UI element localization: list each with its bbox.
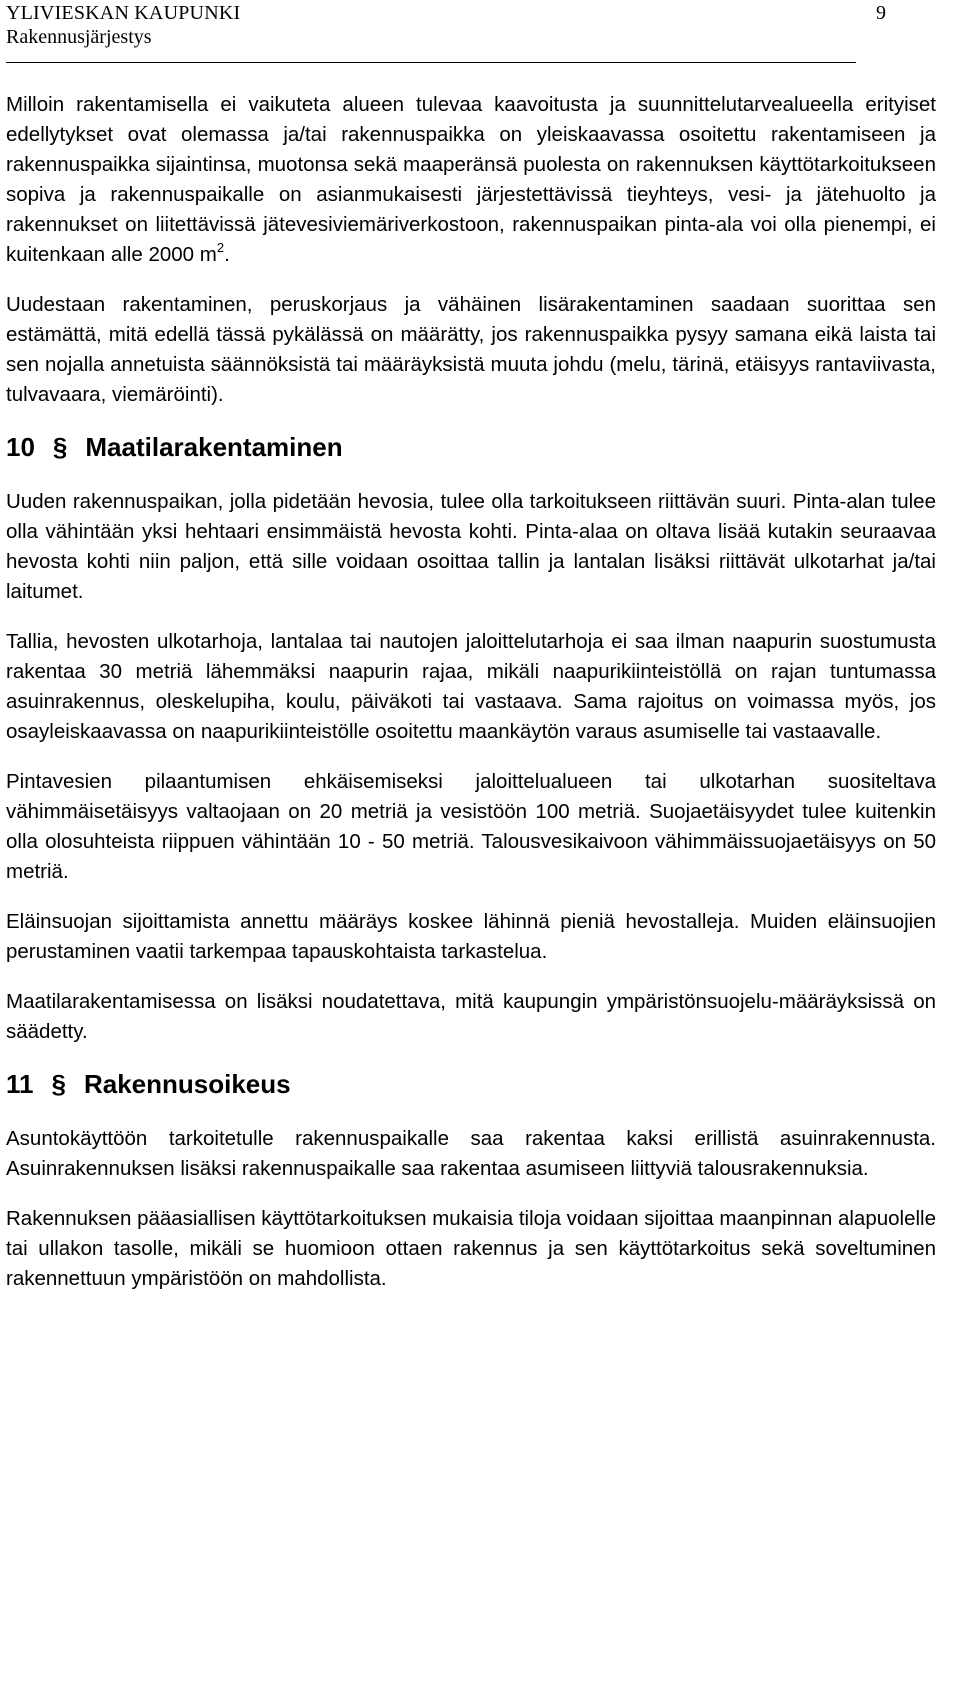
section-number: 10: [6, 432, 35, 462]
document-title: Rakennusjärjestys: [6, 26, 152, 48]
section-heading-11: [6, 1067, 936, 1101]
superscript-2: 2: [216, 240, 225, 255]
page-number: 9: [876, 2, 886, 24]
paragraph-8: Asuntokäyttöön tarkoitetulle rakennuspaikalle saa rakentaa kaksi erillistä asuinrakennusta. Asuinrakennuksen lisäksi rakennuspaikalle saa rakentaa asumiseen liittyviä talousrakennuksia.: [6, 1127, 936, 1180]
document-body: [6, 90, 936, 1314]
paragraph-7: Maatilarakentamisessa on lisäksi noudatettava, mitä kaupungin ympäristönsuojelu-määräyksissä on säädetty.: [6, 990, 936, 1043]
paragraph-5: Pintavesien pilaantumisen ehkäisemiseksi jaloittelualueen tai ulkotarhan suositeltava vähimmäisetäisyys valtaojaan on 20 metriä ja vesistöön 100 metriä. Suojaetäisyydet tulee kuitenkin olla olosuhteista riippuen vähintään 10 - 50 metriä. Talousvesikaivoon vähimmäissuojaetäisyys on 50 metriä.: [6, 770, 936, 883]
paragraph-1-end: .: [224, 243, 230, 266]
section-title: Rakennusoikeus: [83, 1069, 291, 1099]
paragraph-1-text: Milloin rakentamisella ei vaikuteta alueen tulevaa kaavoitusta ja suunnittelutarvealueella erityiset edellytykset ovat olemassa ja/tai rakennuspaikka on yleiskaavassa osoitettu rakentamiseen ja rakennuspaikka sijaintinsa, muotonsa sekä maaperänsä puolesta on rakennuksen käyttötarkoitukseen sopiva ja rakennuspaikalle on asianmukaisesti järjestettävissä tieyhteys, vesi- ja jätehuolto ja rakennukset on liitettävissä jätevesiviemäriverkostoon, rakennuspaikan pinta-ala voi olla pienempi, ei kuitenkaan alle 2000 m: [6, 93, 936, 266]
header-rule: [6, 62, 856, 63]
page-header: [6, 0, 952, 62]
paragraph-1: [6, 90, 936, 270]
organization-name: YLIVIESKAN KAUPUNKI: [6, 2, 241, 24]
paragraph-4: Tallia, hevosten ulkotarhoja, lantalaa tai nautojen jaloittelutarhoja ei saa ilman naapurin suostumusta rakentaa 30 metriä lähemmäksi naapurin rajaa, mikäli naapurikiinteistöllä on rajan tuntumassa asuinrakennus, oleskelupiha, koulu, päiväkoti tai vastaava. Sama rajoitus on voimassa myös, jos osayleiskaavassa on naapurikiinteistölle osoitettu maankäytön varaus asumiselle tai vastaavalle.: [6, 630, 936, 743]
section-symbol: §: [52, 432, 68, 462]
paragraph-3: Uuden rakennuspaikan, jolla pidetään hevosia, tulee olla tarkoitukseen riittävän suuri. Pinta-alan tulee olla vähintään yksi hehtaari ensimmäistä hevosta kohti. Pinta-alaa on oltava lisää kutakin seuraavaa hevosta kohti niin paljon, että sille voidaan osoittaa tallin ja lantalan lisäksi riittävät ulkotarhat ja/tai laitumet.: [6, 490, 936, 603]
section-symbol: §: [51, 1069, 66, 1099]
paragraph-2: Uudestaan rakentaminen, peruskorjaus ja vähäinen lisärakentaminen saadaan suorittaa sen estämättä, mitä edellä tässä pykälässä on määrätty, jos rakennuspaikka pysyy samana eikä laista tai sen nojalla annetuista säännöksistä tai määräyksistä muuta johdu (melu, tärinä, etäisyys rantaviivasta, tulvavaara, viemäröinti).: [6, 293, 936, 406]
section-title: Maatilarakentaminen: [85, 432, 343, 462]
paragraph-6: Eläinsuojan sijoittamista annettu määräys koskee lähinnä pieniä hevostalleja. Muiden eläinsuojien perustaminen vaatii tarkempaa tapauskohtaista tarkastelua.: [6, 910, 936, 963]
paragraph-9: Rakennuksen pääasiallisen käyttötarkoituksen mukaisia tiloja voidaan sijoittaa maanpinnan alapuolelle tai ullakon tasolle, mikäli se huomioon ottaen rakennus ja sen käyttötarkoitus sekä soveltuminen rakennettuun ympäristöön on mahdollista.: [6, 1207, 936, 1290]
section-heading-10: [6, 430, 936, 464]
section-number: 11: [6, 1069, 34, 1099]
